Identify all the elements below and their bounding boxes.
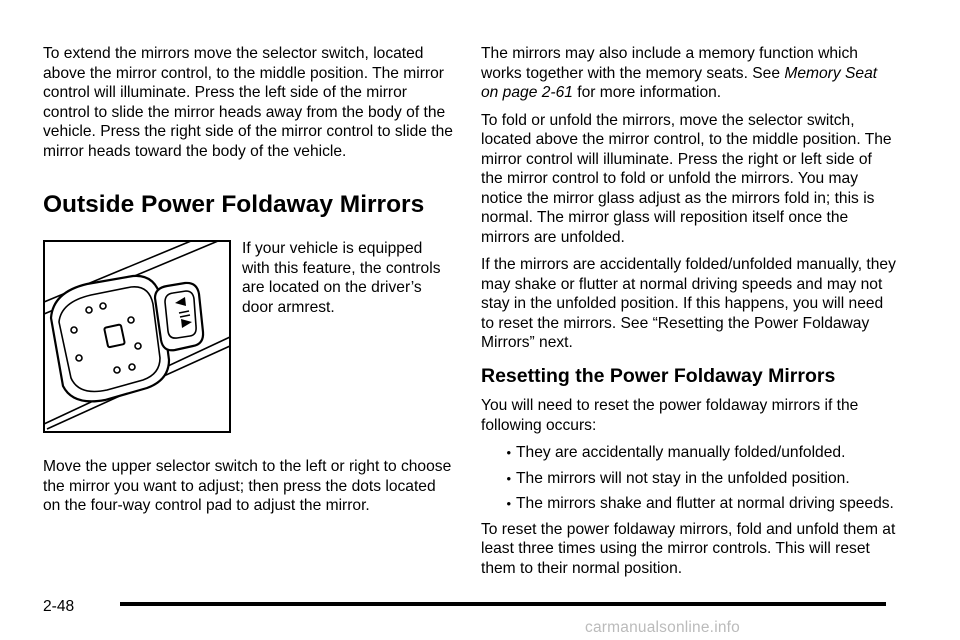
reset-paragraph: To reset the power foldaway mirrors, fold and unfold them at least three times using the mirror controls. This will reset them to their normal position.	[481, 520, 896, 577]
memory-seat-reference: Memory Seat on page 2-61	[481, 64, 878, 101]
bullet-icon: •	[506, 496, 511, 511]
bullet-text: The mirrors shake and flutter at normal driving speeds.	[516, 495, 894, 512]
memory-paragraph	[481, 44, 896, 103]
bullet-item	[481, 443, 896, 463]
adjust-paragraph: Move the upper selector switch to the left or right to choose the mirror you want to adjust; then press the dots located on the four-way control pad to adjust the mirror.	[43, 458, 452, 514]
mirror-control-figure	[43, 240, 231, 433]
bullet-text: They are accidentally manually folded/unfolded.	[516, 444, 846, 461]
intro-paragraph: To extend the mirrors move the selector switch, located above the mirror control, to the middle position. The mirror control will illuminate. Press the left side of the mirror control to slide the mirror heads away from the body of the vehicle. Press the right side of the mirror control to slide the mirror heads toward the body of the vehicle.	[43, 45, 453, 160]
footer-rule	[120, 602, 886, 606]
left-column	[43, 44, 453, 169]
memory-text-before: The mirrors may also include a memory function which works together with the memory seats. See	[481, 45, 858, 82]
mirror-control-illustration-icon	[43, 240, 231, 433]
bullet-text: The mirrors will not stay in the unfolded position.	[516, 469, 850, 487]
subsection-heading: Resetting the Power Foldaway Mirrors	[481, 364, 836, 387]
page-number: 2-48	[43, 598, 75, 615]
bullet-icon: •	[506, 445, 511, 460]
reset-intro-paragraph: You will need to reset the power foldaway mirrors if the following occurs:	[481, 397, 859, 434]
accident-paragraph: If the mirrors are accidentally folded/unfolded manually, they may shake or flutter at normal driving speeds and may not stay in the unfolded position. If this happens, you will need to reset the mirrors. See “Resetting the Power Foldaway Mirrors” next.	[481, 256, 896, 351]
bullet-icon: •	[506, 470, 511, 486]
watermark: carmanualsonline.info	[585, 619, 740, 636]
fold-paragraph: To fold or unfold the mirrors, move the selector switch, located above the mirror control, to the middle position. The mirror control will illuminate. Press the right or left side of the mirror control to fold or unfold the mirrors. You may notice the mirror glass adjust as the mirrors fold in; this is normal. The mirror glass will reposition itself once the mirrors are unfolded.	[481, 111, 892, 246]
right-column	[481, 44, 896, 586]
bullet-item	[481, 469, 896, 489]
section-heading: Outside Power Foldaway Mirrors	[43, 191, 425, 218]
bullet-item	[481, 494, 896, 514]
figure-caption: If your vehicle is equipped with this feature, the controls are located on the driver’s door armrest.	[242, 240, 441, 316]
memory-text-after: for more information.	[572, 84, 722, 101]
